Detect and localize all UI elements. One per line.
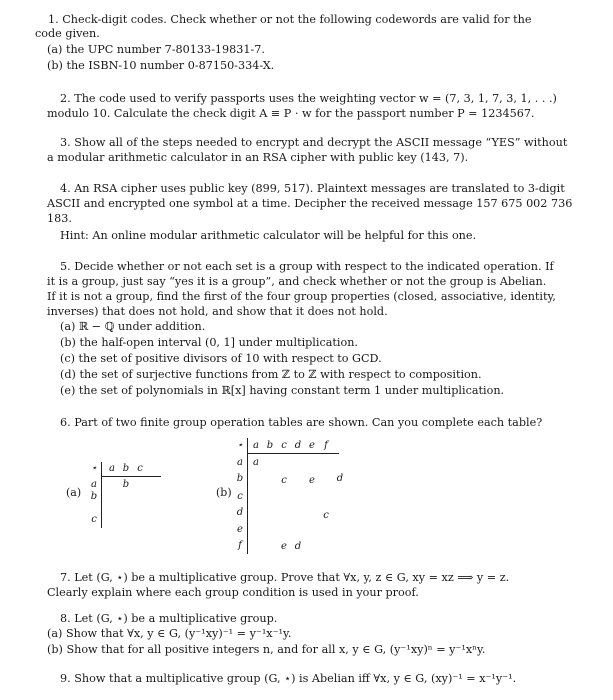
p4-line2: ASCII and encrypted one symbol at a time. Decipher the received message 157 675 002 736: [47, 197, 573, 210]
p9-line1: 9. Show that a multiplicative group (G, ⋆) is Abelian iff ∀x, y ∈ G, (xy)⁻¹ = x⁻¹y⁻¹.: [60, 672, 517, 685]
table-b-entry-b-e: e: [309, 475, 315, 486]
p1-item-b: (b) the ISBN-10 number 0-87150-334-X.: [47, 59, 275, 72]
table-b-col-e: e: [309, 440, 315, 451]
p5-line3: If it is not a group, find the first of the four group properties (closed, associative, identity,: [47, 290, 556, 303]
p1-line2: code given.: [35, 27, 100, 40]
p4-line1: 4. An RSA cipher uses public key (899, 517). Plaintext messages are translated to 3-digit: [60, 182, 565, 195]
table-b-col-d: d: [294, 440, 302, 451]
p1-line1: 1. Check-digit codes. Check whether or not the following codewords are valid for the: [48, 13, 532, 26]
p6-table-b-label: (b): [216, 486, 232, 499]
table-a-row-c: c: [91, 514, 97, 525]
p3-line2: a modular arithmetic calculator in an RSA cipher with public key (143, 7).: [47, 151, 469, 164]
table-a-row-b: b: [90, 491, 98, 502]
table-b-entry-f-d: d: [294, 541, 302, 552]
table-a-op: ⋆: [90, 463, 98, 474]
p5-line1: 5. Decide whether or not each set is a group with respect to the indicated operation. If: [60, 260, 554, 273]
p8-line1: 8. Let (G, ⋆) be a multiplicative group.: [60, 612, 278, 625]
p5-item-b: (b) the half-open interval (0, 1] under multiplication.: [60, 336, 358, 349]
p7-line1: 7. Let (G, ⋆) be a multiplicative group. Prove that ∀x, y, z ∈ G, xy = xz ⟹ y = z.: [60, 571, 510, 584]
table-b-row-d: d: [236, 507, 244, 518]
table-b-row-f: f: [238, 540, 242, 551]
p5-item-c: (c) the set of positive divisors of 10 with respect to GCD.: [60, 352, 382, 365]
table-b-row-b: b: [236, 473, 244, 484]
table-a-row-a: a: [91, 479, 97, 490]
table-a-col-a: a: [109, 463, 115, 474]
p2-line1: 2. The code used to verify passports uses the weighting vector w = (7, 3, 1, 7, 3, 1, . . .): [60, 92, 557, 105]
table-b-col-a: a: [253, 440, 259, 451]
p8-item-b: (b) Show that for all positive integers n, and for all x, y ∈ G, (y⁻¹xy)ⁿ = y⁻¹xⁿy.: [47, 643, 486, 656]
table-a-entry-a-b: b: [122, 479, 130, 490]
p4-hint: Hint: An online modular arithmetic calculator will be helpful for this one.: [60, 229, 477, 242]
table-b-entry-a-a: a: [253, 457, 259, 468]
p6-line1: 6. Part of two finite group operation tables are shown. Can you complete each table?: [60, 416, 543, 429]
p8-item-a: (a) Show that ∀x, y ∈ G, (y⁻¹xy)⁻¹ = y⁻¹x⁻¹y.: [47, 627, 292, 640]
table-b-entry-b-f: d: [336, 473, 344, 484]
table-b-col-b: b: [266, 440, 274, 451]
table-a-col-b: b: [122, 463, 130, 474]
p5-line4: inverses) that does not hold, and show that it does not hold.: [47, 305, 388, 318]
p5-line2: it is a group, just say “yes it is a group”, and check whether or not the group is Abelian.: [47, 275, 547, 288]
table-b-col-c: c: [281, 440, 287, 451]
p6-table-b: [234, 438, 374, 556]
p7-line2: Clearly explain where each group condition is used in your proof.: [47, 586, 419, 599]
p6-table-a-label: (a): [66, 486, 82, 499]
table-b-row-a: a: [237, 457, 243, 468]
p4-line3: 183.: [47, 212, 72, 225]
p1-item-a: (a) the UPC number 7-80133-19831-7.: [47, 43, 265, 56]
p5-item-a: (a) ℝ − ℚ under addition.: [60, 320, 206, 333]
p5-item-d: (d) the set of surjective functions from ℤ to ℤ with respect to composition.: [60, 368, 482, 381]
table-b-entry-f-c: e: [281, 541, 287, 552]
p3-line1: 3. Show all of the steps needed to encrypt and decrypt the ASCII message “YES” without: [60, 136, 568, 149]
table-a-col-c: c: [137, 463, 143, 474]
table-b-entry-b-c: c: [281, 475, 287, 486]
table-b-entry-d-e: c: [323, 510, 329, 521]
p6-table-a: [88, 462, 168, 532]
table-b-row-c: c: [237, 491, 243, 502]
table-b-row-e: e: [237, 524, 243, 535]
p5-item-e: (e) the set of polynomials in ℝ[x] having constant term 1 under multiplication.: [60, 384, 505, 397]
table-b-op: ⋆: [236, 440, 244, 451]
p2-line2: modulo 10. Calculate the check digit A ≡ P · w for the passport number P = 1234567.: [47, 107, 535, 120]
table-b-col-f: f: [324, 440, 328, 451]
